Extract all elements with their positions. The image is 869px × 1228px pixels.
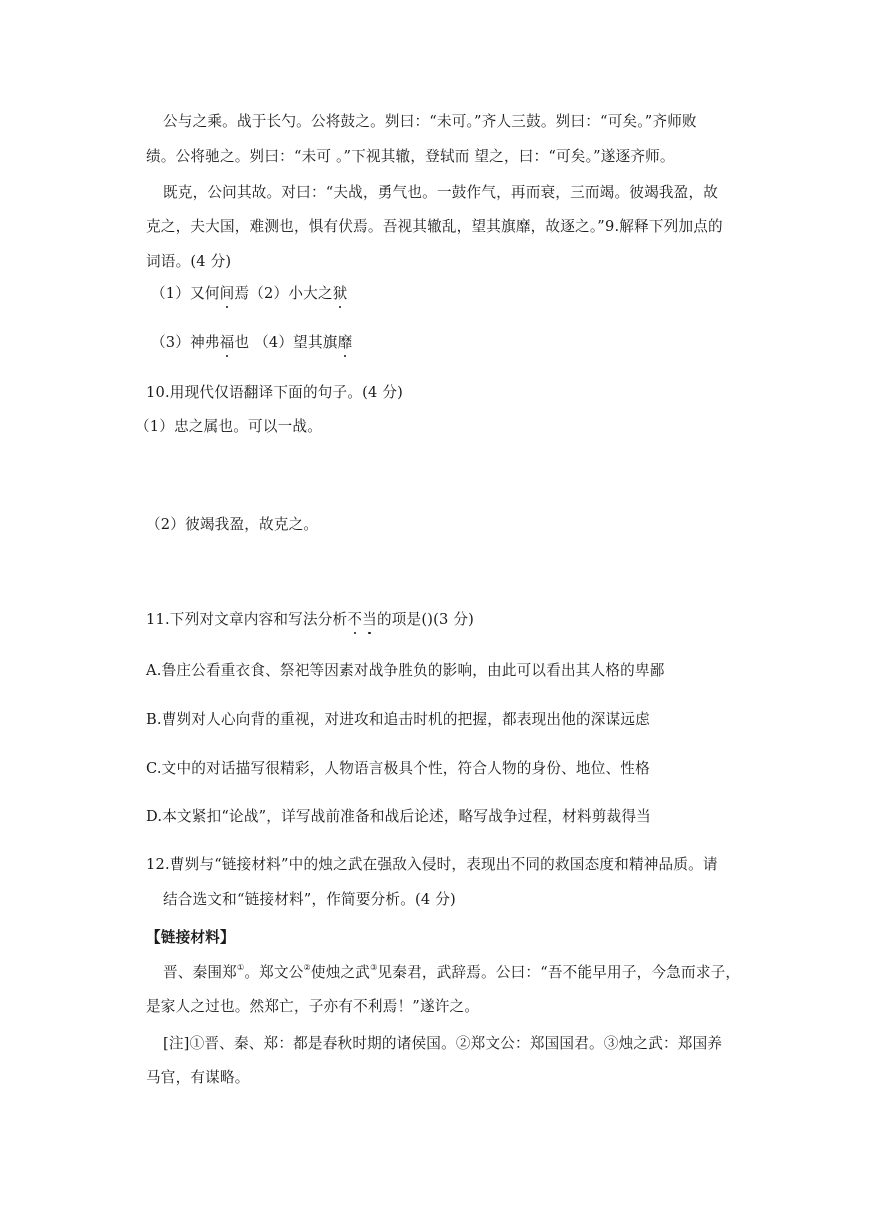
dotted-char: 当 bbox=[362, 611, 377, 628]
q9-items-row1: （1）又何间焉（2）小大之狱 bbox=[151, 285, 348, 302]
q11-title: 11.下列对文章内容和写法分析不当的项是()(3 分) bbox=[146, 611, 475, 628]
q10-sentence-2: （2）彼竭我盈，故克之。 bbox=[146, 516, 319, 533]
footnote-mark: ② bbox=[303, 963, 311, 972]
dotted-char: 狱 bbox=[332, 285, 348, 302]
dotted-char: 福 bbox=[219, 334, 235, 351]
footnote-line: 马官，有谋略。 bbox=[146, 1069, 250, 1086]
passage-line: 克之，夫大国，难测也，惧有伏焉。吾视其辙乱，望其旗靡，故逐之。”9.解释下列加点的 bbox=[146, 218, 723, 235]
q10-sentence-1: （1）忠之属也。可以一战。 bbox=[135, 418, 323, 435]
q11-option-c: C.文中的对话描写很精彩，人物语言极具个性，符合人物的身份、地位、性格 bbox=[146, 760, 650, 777]
link-material-line: 晋、秦围郑①。郑文公②使烛之武③见秦君，武辞焉。公曰：“吾不能早用子，今急而求子， bbox=[163, 963, 741, 981]
footnote-mark: ③ bbox=[370, 963, 378, 972]
dotted-char: 不 bbox=[347, 611, 363, 628]
dotted-char: 靡 bbox=[337, 334, 353, 351]
q11-option-a: A.鲁庄公看重衣食、祭祀等因素对战争胜负的影响，由此可以看出其人格的卑鄙 bbox=[146, 662, 665, 679]
q11-option-b: B.曹刿对人心向背的重视，对进攻和追击时机的把握，都表现出他的深谋远虑 bbox=[146, 711, 650, 728]
q12-line: 结合选文和“链接材料”，作简要分析。(4 分) bbox=[163, 891, 456, 908]
footnote-line: [注]①晋、秦、郑：都是春秋时期的诸侯国。②郑文公：郑国国君。③烛之武：郑国养 bbox=[163, 1035, 723, 1052]
q10-title: 10.用现代仅语翻译下面的句子。(4 分) bbox=[146, 384, 404, 401]
link-material-heading: 【链接材料】 bbox=[146, 929, 235, 946]
q12-line: 12.曹刿与“链接材料”中的烛之武在强敌入侵时，表现出不同的救国态度和精神品质。请 bbox=[146, 856, 718, 873]
link-material-line: 是家人之过也。然郑亡，子亦有不利焉！”遂许之。 bbox=[146, 998, 480, 1015]
passage-line: 公与之乘。战于长勺。公将鼓之。刿曰：“未可。”齐人三鼓。刿曰：“可矣。”齐师败 bbox=[163, 113, 697, 130]
footnote-mark: ① bbox=[236, 963, 245, 972]
passage-line: 词语。(4 分) bbox=[146, 253, 232, 270]
passage-line: 既克，公问其故。对曰：“夫战，勇气也。一鼓作气，再而衰，三而竭。彼竭我盈，故 bbox=[163, 184, 719, 201]
q9-items-row2: （3）神弗福也 （4）望其旗靡 bbox=[151, 334, 353, 351]
dotted-char: 间 bbox=[219, 285, 235, 302]
passage-line: 绩。公将驰之。刿曰：“未可 。”下视其辙，登轼而 望之，曰：“可矣。”遂逐齐师。 bbox=[146, 148, 675, 165]
q11-option-d: D.本文紧扣“论战”，详写战前准备和战后论述，略写战争过程，材料剪裁得当 bbox=[146, 808, 651, 825]
